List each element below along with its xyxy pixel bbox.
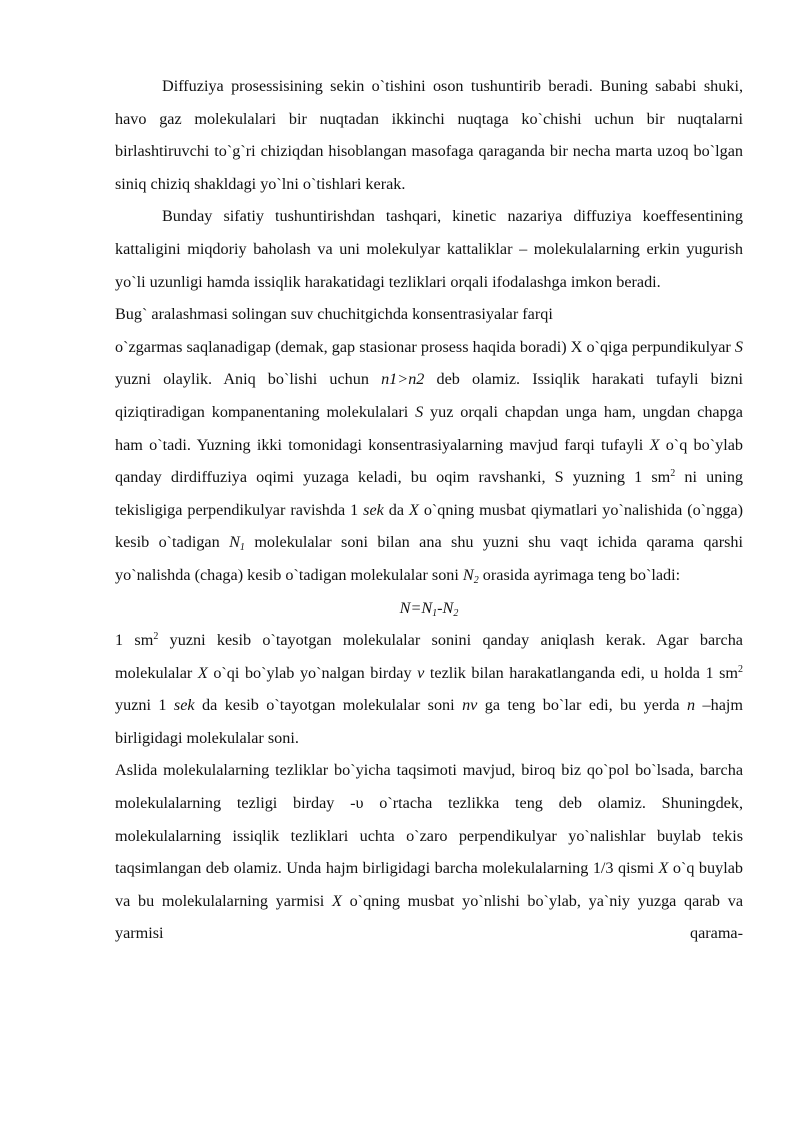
paragraph-kinetic-theory: Bunday sifatiy tushuntirishdan tashqari, kinetic nazariya diffuziya koeffesentining kattaligini miqdoriy baholash va uni molekulyar kattaliklar – molekulalarning erkin yugurish yo`li uzunligi hamda issiqlik harakatidagi tezliklari orqali ifodalashga imkon beradi.	[115, 207, 743, 291]
paragraph-mixture-line: Bug` aralashmasi solingan suv chuchitgichda konsentrasiyalar farqi	[115, 305, 553, 324]
text-body	[115, 70, 743, 950]
paragraph-diffusion-explanation: Diffuziya prosessisining sekin o`tishini oson tushuntirib beradi. Buning sababi shuki, havo gaz molekulalari bir nuqtadan ikkinchi nuqtaga ko`chishi uchun bir nuqtalarni birlashtiruvchi to`g`ri chiziqdan hisoblangan masofaga qaraganda bir necha marta uzoq bo`lgan siniq chiziq shakldagi yo`lni o`tishlari kerak.	[115, 77, 743, 193]
paragraph-molecule-count: 1 $sm^2$ yuzni kesib o`tayotgan molekulalar sonini qanday aniqlash kerak. Agar barcha molekulalar X o`qi bo`ylab yo`nalgan birday v tezlik bilan harakatlanganda edi, u holda 1 $sm^2$ yuzni 1 sek da kesib o`tayotgan molekulalar soni nv ga teng bo`lar edi, bu yerda n –hajm birligidagi molekulalar soni.	[115, 631, 744, 747]
paragraph-flux-definition: o`zgarmas saqlanadigap (demak, gap stasionar prosess haqida boradi) X o`qiga perpundikulyar S yuzni olaylik. Aniq bo`lishi uchun n1>n2 deb olamiz. Issiqlik harakati tufayli bizni qiziqtiradigan kompanentaning molekulalari S yuz orqali chapdan unga ham, ungdan chapga ham o`tadi. Yuzning ikki tomonidagi konsentrasiyalarning mavjud farqi tufayli X o`q bo`ylab qanday dirdiffuziya oqimi yuzaga keladi, bu oqim ravshanki, S yuzning 1 $sm^2$ ni uning tekisligiga perpendikulyar ravishda 1 sek da X o`qning musbat qiymatlari yo`nalishida (o`ngga) kesib o`tadigan $N_1$ molekulalar soni bilan ana shu yuzni shu vaqt ichida qarama qarshi yo`nalishda (chaga) kesib o`tadigan molekulalar soni $N_2$ orasida ayrimaga teng bo`ladi:	[115, 337, 744, 586]
paragraph-velocity-distribution: Aslida molekulalarning tezliklar bo`yicha taqsimoti mavjud, biroq biz qo`pol bo`lsada, barcha molekulalarning tezligi birday -υ o`rtacha tezlikka teng deb olamiz. Shuningdek, molekulalarning issiqlik tezliklari uchta o`zaro perpendikulyar yo`nalishlar buylab tekis taqsimlangan deb olamiz. Unda hajm birligidagi barcha molekulalarning 1/3 qismi X o`q buylab va bu molekulalarning yarmisi X o`qning musbat yo`nlishi bo`ylab, ya`niy yuzga qarab va yarmisi qarama-	[115, 761, 744, 943]
formula-n-equals: $N=N_1-N_2$	[399, 598, 459, 619]
